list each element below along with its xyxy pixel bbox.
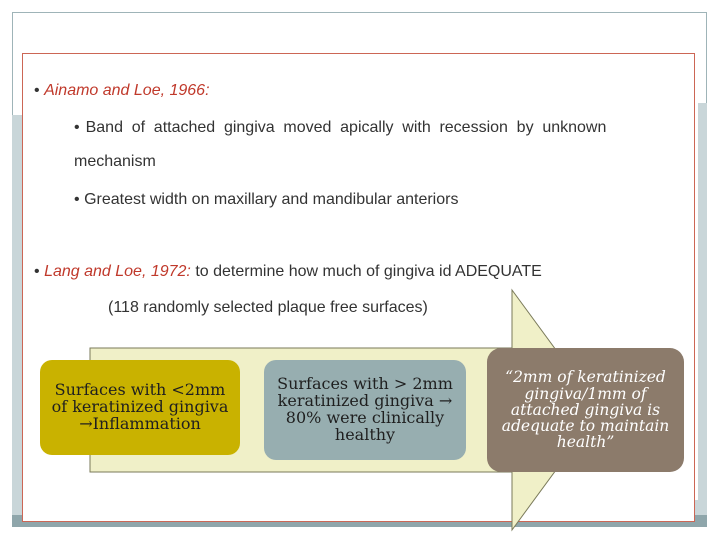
sub-bullet-band-line1: Band of attached gingiva moved apically with recession by unknown	[85, 119, 607, 136]
bullet-icon: •	[74, 119, 80, 136]
bullet-icon: •	[34, 263, 40, 280]
bullet-icon: •	[34, 82, 40, 99]
sub-bullet-band-line2: mechanism	[74, 153, 156, 170]
flow-box2-line: healthy	[334, 424, 396, 444]
bullet-icon: •	[74, 191, 80, 208]
flow-box-inflammation	[40, 360, 240, 455]
sub-bullet-width-text: Greatest width on maxillary and mandibular anteriors	[84, 191, 459, 208]
flow-box1-line: Surfaces with <2mm	[54, 380, 226, 400]
heading-lang-loe-text: to determine how much of gingiva id ADEQUATE	[190, 263, 542, 280]
flow-box3-line: attached gingiva is	[510, 400, 661, 419]
flow-box3-line: gingiva/1mm of	[524, 384, 647, 403]
study-note: (118 randomly selected plaque free surfaces)	[108, 299, 428, 316]
flow-box3-line: “2mm of keratinized	[505, 368, 666, 387]
flow-box-conclusion	[487, 348, 684, 472]
flow-box3-line: adequate to maintain	[501, 417, 670, 436]
citation-ainamo-loe: Ainamo and Loe, 1966:	[44, 82, 210, 99]
citation-lang-loe: Lang and Loe, 1972:	[44, 263, 191, 280]
flow-box1-line: of keratinized gingiva	[51, 397, 229, 417]
flow-box2-line: Surfaces with > 2mm	[277, 374, 453, 394]
flow-box2-line: 80% were clinically	[285, 408, 445, 427]
flow-box2-line: keratinized gingiva →	[277, 391, 453, 411]
flow-box1-line: →Inflammation	[79, 413, 201, 433]
flow-box-healthy	[264, 360, 466, 460]
flow-box3-line: health”	[556, 433, 615, 452]
